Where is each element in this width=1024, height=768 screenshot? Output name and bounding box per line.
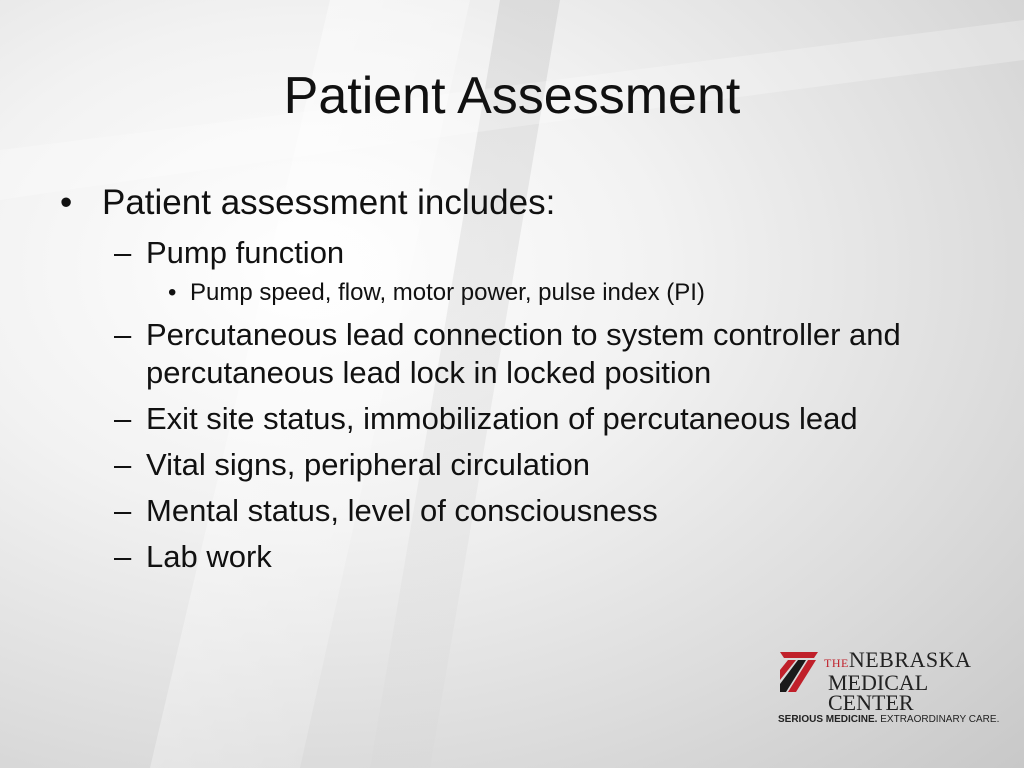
bullet-icon: •: [60, 183, 73, 222]
bullet-level3: [60, 278, 940, 308]
dash-icon: –: [114, 493, 132, 528]
dash-icon: –: [114, 401, 132, 436]
bullet-text: Vital signs, peripheral circulation: [146, 447, 590, 482]
logo-name-line1: NEBRASKA: [848, 647, 972, 672]
bullet-level1: [60, 180, 940, 226]
logo-the: THE: [824, 656, 849, 670]
slide-title: Patient Assessment: [283, 67, 741, 125]
dash-icon: –: [114, 317, 132, 352]
bullet-level2: [60, 492, 940, 530]
bullet-text: Exit site status, immobilization of percutaneous lead: [146, 401, 858, 436]
slide-body: [60, 180, 940, 576]
bullet-text: Patient assessment includes:: [102, 183, 556, 222]
bullet-level2: [60, 316, 940, 392]
bullet-text: Lab work: [146, 539, 272, 574]
nebraska-medical-center-logo: [778, 648, 998, 728]
bullet-text: Percutaneous lead connection to system controller and percutaneous lead lock in locked position: [146, 317, 901, 390]
dash-icon: –: [114, 539, 132, 574]
bullet-text: Pump speed, flow, motor power, pulse index (PI): [190, 279, 705, 306]
logo-wordmark: [824, 647, 998, 715]
bullet-level2: [60, 400, 940, 438]
bullet-icon: •: [168, 279, 177, 306]
bullet-text: Mental status, level of consciousness: [146, 493, 658, 528]
logo-tagline: [778, 714, 999, 725]
logo-stripes-icon: [778, 650, 822, 694]
bullet-text: Pump function: [146, 235, 345, 270]
bullet-level2: [60, 234, 940, 272]
tagline-rest: EXTRAORDINARY CARE.: [880, 714, 1000, 725]
dash-icon: –: [114, 447, 132, 482]
tagline-bold: SERIOUS MEDICINE.: [778, 714, 878, 725]
logo-name-line2: MEDICAL CENTER: [828, 670, 928, 715]
bullet-level2: [60, 446, 940, 484]
bullet-level2: [60, 538, 940, 576]
dash-icon: –: [114, 235, 132, 270]
